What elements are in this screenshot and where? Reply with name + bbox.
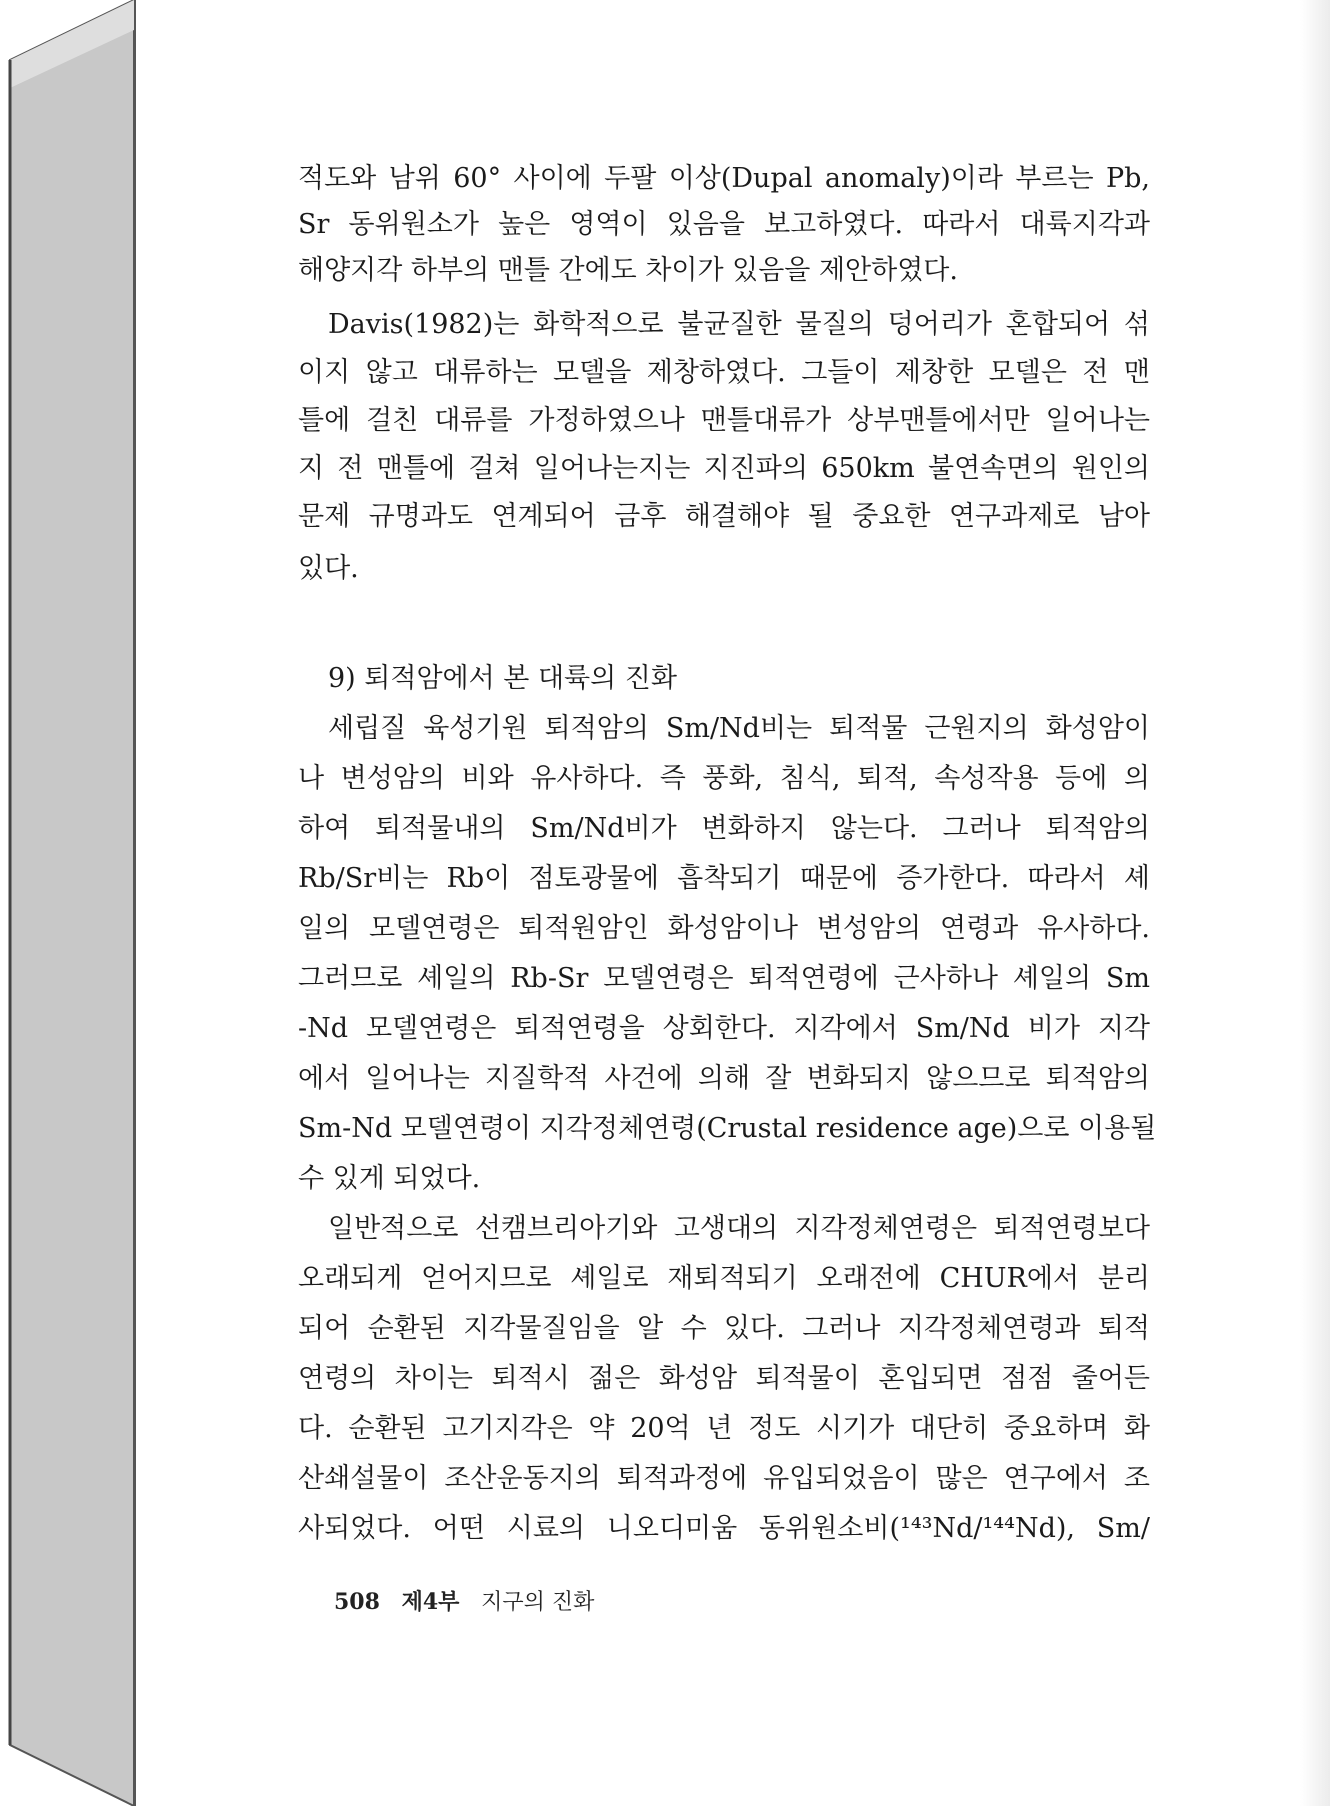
- page-footer: [334, 1585, 608, 1616]
- body-line: 이지 않고 대류하는 모델을 제창하였다. 그들이 제창한 모델은 전 맨: [298, 357, 1150, 388]
- body-line: 사되었다. 어떤 시료의 니오디미움 동위원소비(¹⁴³Nd/¹⁴⁴Nd), Sm/: [298, 1513, 1150, 1544]
- body-line: 문제 규명과도 연계되어 금후 해결해야 될 중요한 연구과제로 남아: [298, 501, 1150, 532]
- body-line: 산쇄설물이 조산운동지의 퇴적과정에 유입되었음이 많은 연구에서 조: [298, 1463, 1150, 1494]
- body-line: Davis(1982)는 화학적으로 불균질한 물질의 덩어리가 혼합되어 섞: [328, 309, 1150, 340]
- body-line: -Nd 모델연령은 퇴적연령을 상회한다. 지각에서 Sm/Nd 비가 지각: [298, 1013, 1150, 1044]
- section-heading: 9) 퇴적암에서 본 대륙의 진화: [328, 663, 677, 694]
- body-line: 일의 모델연령은 퇴적원암인 화성암이나 변성암의 연령과 유사하다.: [298, 913, 1150, 944]
- body-line: 그러므로 셰일의 Rb-Sr 모델연령은 퇴적연령에 근사하나 셰일의 Sm: [298, 963, 1150, 994]
- body-line: 수 있게 되었다.: [298, 1163, 481, 1194]
- page-number: 508: [334, 1589, 380, 1615]
- part-label: 제4부: [401, 1589, 460, 1615]
- body-line: 다. 순환된 고기지각은 약 20억 년 정도 시기가 대단히 중요하며 화: [298, 1413, 1150, 1444]
- body-line: Sm-Nd 모델연령이 지각정체연령(Crustal residence age)으로 이용될: [298, 1113, 1157, 1144]
- body-line: 적도와 남위 60° 사이에 두팔 이상(Dupal anomaly)이라 부르는 Pb,: [298, 163, 1150, 194]
- body-line: 일반적으로 선캠브리아기와 고생대의 지각정체연령은 퇴적연령보다: [328, 1213, 1150, 1244]
- body-line: 연령의 차이는 퇴적시 젊은 화성암 퇴적물이 혼입되면 점점 줄어든: [298, 1363, 1150, 1394]
- body-line: 있다.: [298, 553, 359, 584]
- body-line: 되어 순환된 지각물질임을 알 수 있다. 그러나 지각정체연령과 퇴적: [298, 1313, 1150, 1344]
- body-line: Sr 동위원소가 높은 영역이 있음을 보고하였다. 따라서 대륙지각과: [298, 209, 1150, 240]
- body-line: 틀에 걸친 대류를 가정하였으나 맨틀대류가 상부맨틀에서만 일어나는: [298, 405, 1150, 436]
- chapter-title: 지구의 진화: [481, 1590, 595, 1615]
- body-line: 세립질 육성기원 퇴적암의 Sm/Nd비는 퇴적물 근원지의 화성암이: [328, 713, 1150, 744]
- body-line: 나 변성암의 비와 유사하다. 즉 풍화, 침식, 퇴적, 속성작용 등에 의: [298, 763, 1150, 794]
- body-line: Rb/Sr비는 Rb이 점토광물에 흡착되기 때문에 증가한다. 따라서 셰: [298, 863, 1150, 894]
- body-line: 에서 일어나는 지질학적 사건에 의해 잘 변화되지 않으므로 퇴적암의: [298, 1063, 1150, 1094]
- body-line: 지 전 맨틀에 걸쳐 일어나는지는 지진파의 650km 불연속면의 원인의: [298, 453, 1150, 484]
- body-line: 하여 퇴적물내의 Sm/Nd비가 변화하지 않는다. 그러나 퇴적암의: [298, 813, 1150, 844]
- body-line: 해양지각 하부의 맨틀 간에도 차이가 있음을 제안하였다.: [298, 255, 958, 286]
- body-line: 오래되게 얻어지므로 셰일로 재퇴적되기 오래전에 CHUR에서 분리: [298, 1263, 1150, 1294]
